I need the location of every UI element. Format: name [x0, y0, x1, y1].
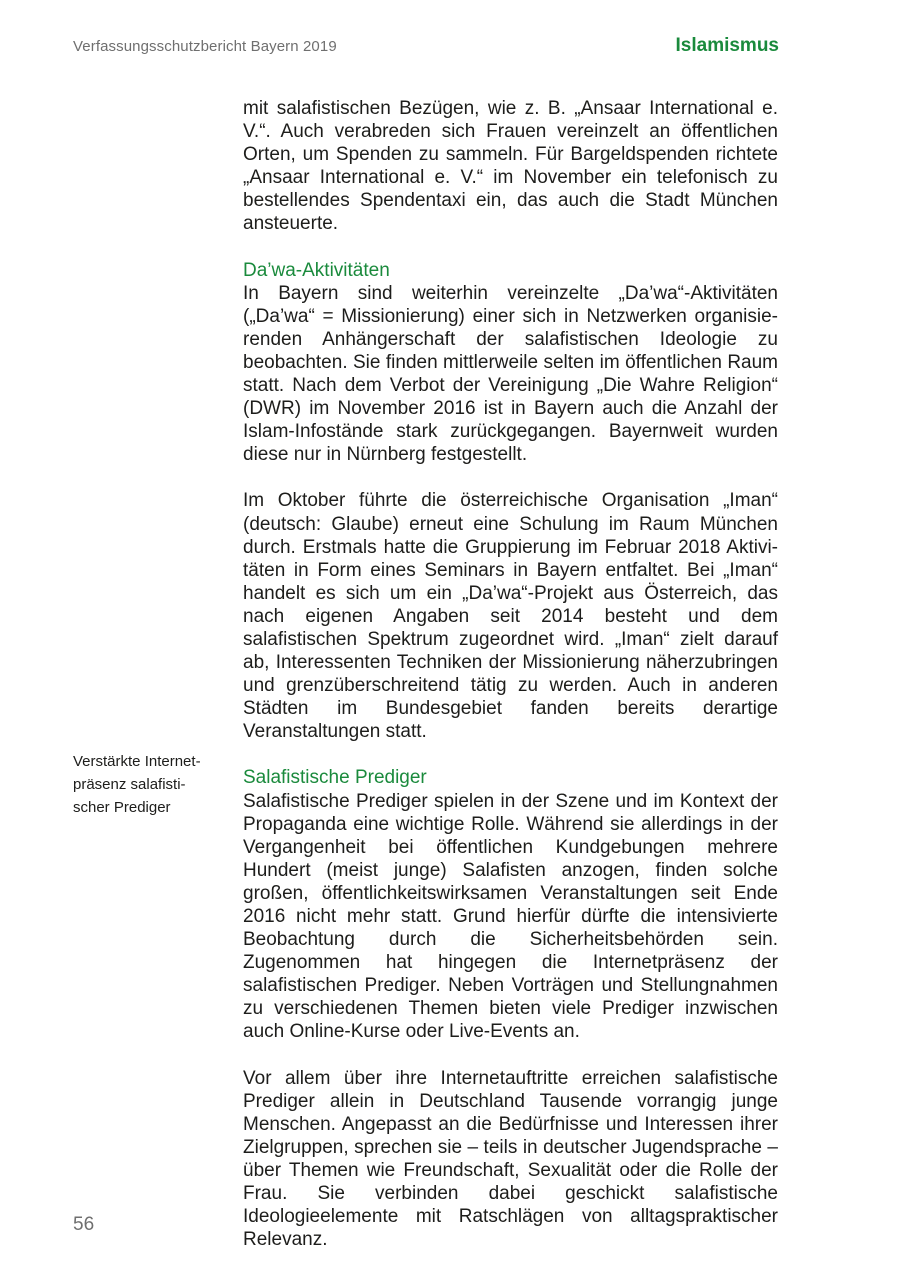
margin-note — [73, 750, 223, 819]
preachers-heading: Salafistische Prediger — [243, 767, 427, 789]
preachers-paragraph-2: Vor allem über ihre Internetauftritte erreichen salafistische Prediger allein in Deutschland Tausende vorrangig junge Menschen. Angepasst an die Bedürfnisse und Interessen ihrer Zielgruppen, sprechen sie – teils in deutscher Jugendsprache – über Themen wie Freundschaft, Sexualität oder die Rolle der Frau. Sie verbinden dabei geschickt salafistische Ideologieelemente mit Ratschlägen von alltagspraktischer Relevanz. — [243, 1067, 778, 1251]
section-title: Islamismus — [675, 35, 779, 56]
page-number: 56 — [73, 1214, 95, 1235]
dawa-heading: Da’wa-Aktivitäten — [243, 259, 390, 281]
margin-note-line: scher Prediger — [73, 799, 171, 816]
dawa-paragraph-1: In Bayern sind weiterhin vereinzelte „Da’wa“-Aktivitäten („Da’wa“ = Missionierung) einer sich in Netzwerken organisierenden Anhängerschaft der salafistischen Ideologie zu beobachten. Sie finden mittlerweile selten im öffentlichen Raum statt. Nach dem Verbot der Vereinigung „Die Wahre Religion“ (DWR) im November 2016 ist in Bayern auch die Anzahl der Islam-Infostände stark zurückgegangen. Bayernweit wurden diese nur in Nürnberg festgestellt. — [243, 282, 778, 466]
margin-note-line: präsenz salafisti- — [73, 776, 186, 793]
dawa-paragraph-2: Im Oktober führte die österreichische Organisation „Iman“ (deutsch: Glaube) erneut eine Schulung im Raum München durch. Erstmals hatte die Gruppierung im Februar 2018 Aktivitäten in Form eines Seminars in Bayern entfaltet. Bei „Iman“ handelt es sich um ein „Da’wa“-Projekt aus Österreich, das nach eigenen Angaben seit 2014 besteht und dem salafistischen Spektrum zugeordnet wird. „Iman“ zielt darauf ab, Interessenten Techniken der Missionierung näherzubringen und grenzüberschreitend tätig zu werden. Auch in anderen Städten im Bundesgebiet fanden bereits derartige Veranstaltungen statt. — [243, 490, 778, 743]
margin-note-line: Verstärkte Internet- — [73, 753, 201, 770]
preachers-paragraph-1: Salafistische Prediger spielen in der Szene und im Kontext der Propaganda eine wichtige Rolle. Während sie allerdings in der Vergangenheit bei öffentlichen Kundgebungen mehrere Hundert (meist junge) Salafisten anzogen, finden solche großen, öffentlichkeitswirksamen Veranstaltungen seit Ende 2016 nicht mehr statt. Grund hierfür dürfte die intensivierte Beobachtung durch die Sicherheitsbehörden sein. Zugenommen hat hingegen die Internetpräsenz der salafistischen Prediger. Neben Vorträgen und Stellungnahmen zu verschiedenen Themen bieten viele Prediger inzwischen auch Online-Kurse oder Live-Events an. — [243, 790, 778, 1043]
intro-paragraph: mit salafistischen Bezügen, wie z. B. „Ansaar International e. V.“. Auch verabreden sich Frauen vereinzelt an öffentlichen Orten, um Spenden zu sammeln. Für Bargeldspenden richtete „Ansaar International e. V.“ im November ein telefonisch zu bestellendes Spendentaxi ein, das auch die Stadt München ansteuerte. — [243, 98, 778, 235]
main-text-column — [243, 97, 778, 1251]
running-header-title: Verfassungsschutzbericht Bayern 2019 — [73, 38, 337, 55]
